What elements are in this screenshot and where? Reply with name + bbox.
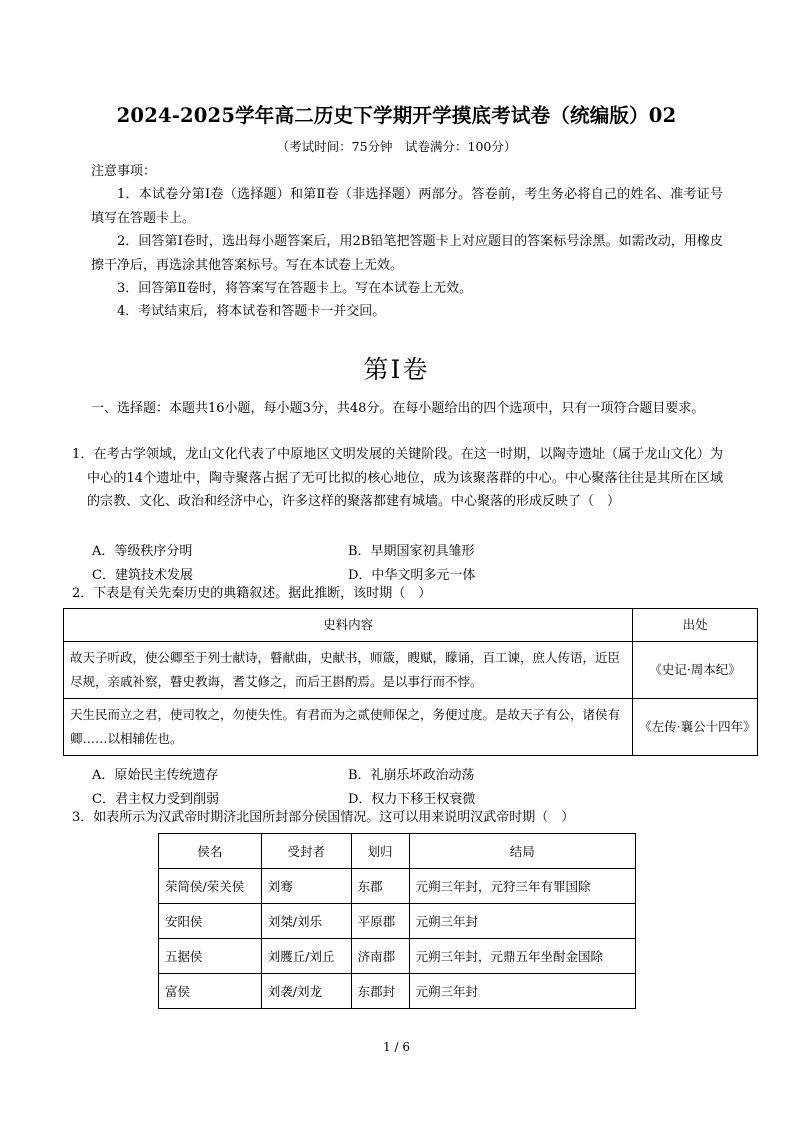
- question-3-stem: 3．如表所示为汉武帝时期济北国所封部分侯国情况。这可以用来说明汉武帝时期（ ）: [72, 810, 575, 825]
- notice-item-3: 3．回答第Ⅱ卷时，将答案写在答题卡上。写在本试卷上无效。: [117, 281, 473, 296]
- table-cell: 刘桀/刘乐: [261, 904, 351, 939]
- table-row: [159, 904, 636, 939]
- table-header-cell: 出处: [633, 609, 758, 642]
- table-header-cell: 史料内容: [64, 609, 633, 642]
- table-cell: 元朔三年封: [409, 904, 635, 939]
- table-cell: 《史记·周本纪》: [633, 642, 758, 699]
- table-header-cell: 结局: [409, 834, 635, 869]
- table-cell: 元朔三年封: [409, 974, 635, 1009]
- table-cell: 东郡: [351, 869, 409, 904]
- q1-option-b: B．早期国家初具雏形: [348, 544, 475, 559]
- notice-item-2: 2．回答第Ⅰ卷时，选出每小题答案后，用2B铅笔把答题卡上对应题目的答案标号涂黑。如需改动，用橡皮擦干净后，再选涂其他答案标号。写在本试卷上无效。: [91, 234, 723, 273]
- q1-option-d: D．中华文明多元一体: [348, 568, 476, 583]
- exam-subtitle: （考试时间：75分钟 试卷满分：100分）: [276, 139, 517, 154]
- question-1-stem: 1．在考古学领域，龙山文化代表了中原地区文明发展的关键阶段。在这一时期，以陶寺遗址（属于龙山文化）为中心的14个遗址中，陶寺聚落占据了无可比拟的核心地位，成为该聚落群的中心。中心聚落往往是其所在区域的宗教、文化、政治和经济中心，许多这样的聚落都建有城墙。中心聚落的形成反映了（ ）: [72, 447, 723, 509]
- q1-option-c: C．建筑技术发展: [92, 568, 193, 583]
- section-instructions: 一、选择题：本题共16小题，每小题3分，共48分。在每小题给出的四个选项中，只有一项符合题目要求。: [91, 401, 705, 416]
- table-cell: 刘袭/刘龙: [261, 974, 351, 1009]
- table-row: [159, 869, 636, 904]
- table-cell: 《左传·襄公十四年》: [633, 699, 758, 756]
- table-cell: 东郡封: [351, 974, 409, 1009]
- table-cell: 安阳侯: [159, 904, 262, 939]
- table-cell: 五据侯: [159, 939, 262, 974]
- table-cell: 刘骞: [261, 869, 351, 904]
- table-cell: 天生民而立之君，使司牧之，勿使失性。有君而为之贰使师保之，务便过度。是故天子有公，诸侯有卿……以相辅佐也。: [64, 699, 633, 756]
- table-row: [159, 974, 636, 1009]
- q2-option-b: B．礼崩乐坏政治动荡: [348, 768, 475, 783]
- q3-marquis-table: [158, 833, 636, 1009]
- table-header-cell: 受封者: [261, 834, 351, 869]
- table-header-cell: 侯名: [159, 834, 262, 869]
- table-cell: 平原郡: [351, 904, 409, 939]
- table-cell: 济南郡: [351, 939, 409, 974]
- table-row: [64, 699, 758, 756]
- table-cell: 刘臒丘/刘丘: [261, 939, 351, 974]
- table-cell: 富侯: [159, 974, 262, 1009]
- notice-heading: 注意事项：: [91, 164, 157, 179]
- question-2-stem: 2．下表是有关先秦历史的典籍叙述。据此推断，该时期（ ）: [72, 586, 432, 601]
- q2-option-d: D．权力下移王权衰微: [348, 792, 476, 807]
- q1-option-a: A．等级秩序分明: [92, 544, 193, 559]
- page-number: 1 / 6: [383, 1040, 410, 1054]
- table-header-cell: 划归: [351, 834, 409, 869]
- table-cell: 元朔三年封，元狩三年有罪国除: [409, 869, 635, 904]
- table-header-row: [159, 834, 636, 869]
- table-row: [159, 939, 636, 974]
- q2-option-a: A．原始民主传统遗存: [92, 768, 219, 783]
- exam-title: 2024-2025学年高二历史下学期开学摸底考试卷（统编版）02: [116, 104, 677, 127]
- table-row: [64, 642, 758, 699]
- section-title: 第Ⅰ卷: [363, 355, 430, 384]
- q2-source-table: [63, 608, 758, 756]
- table-header-row: [64, 609, 758, 642]
- table-cell: 故天子听政，使公卿至于列士献诗，瞽献曲，史献书，师箴，瞍赋，矇诵，百工谏，庶人传语，近臣尽规，亲戚补察，瞽史教诲，耆艾修之，而后王斟酌焉。是以事行而不悖。: [64, 642, 633, 699]
- table-cell: 荣简侯/荣关侯: [159, 869, 262, 904]
- notice-item-4: 4．考试结束后，将本试卷和答题卡一并交回。: [117, 304, 386, 319]
- table-cell: 元朔三年封，元鼎五年坐酎金国除: [409, 939, 635, 974]
- notice-item-1: 1．本试卷分第Ⅰ卷（选择题）和第Ⅱ卷（非选择题）两部分。答卷前，考生务必将自己的姓名、准考证号填写在答题卡上。: [91, 187, 723, 226]
- q2-option-c: C．君主权力受到削弱: [92, 792, 219, 807]
